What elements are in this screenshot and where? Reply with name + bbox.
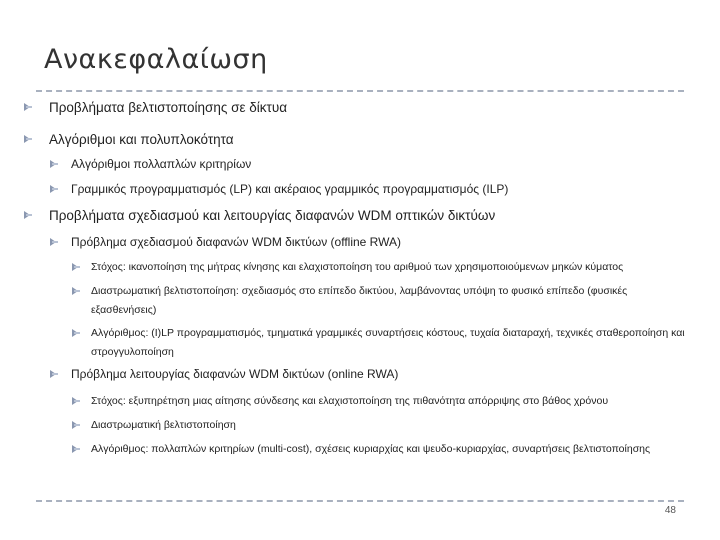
list-item [24,132,234,147]
list-item-text: Διαστρωματική βελτιστοποίηση [91,419,236,431]
list-item [50,182,508,196]
list-item [24,208,495,223]
bullet-icon [72,329,81,339]
list-item [72,324,688,362]
bullet-icon [50,185,59,195]
list-item [72,416,688,435]
slide-title: Ανακεφαλαίωση [44,44,268,75]
list-item [72,258,688,277]
list-item-text: Αλγόριθμος: πολλαπλών κριτηρίων (multi-cost), σχέσεις κυριαρχίας και ψευδο-κυριαρχίας, συναρτήσεις βελτιστοποίησης [91,443,651,455]
list-item-text: Διαστρωματική βελτιστοποίηση: σχεδιασμός στο επίπεδο δικτύου, λαμβάνοντας υπόψη το φυσικό επίπεδο (φυσικές εξασθενήσεις) [91,285,628,316]
list-item [24,100,287,115]
list-item-text: Πρόβλημα σχεδιασμού διαφανών WDM δικτύων (offline RWA) [71,235,401,249]
bullet-icon [72,421,81,431]
list-item [50,235,401,249]
list-item-text: Αλγόριθμοι και πολυπλοκότητα [49,132,234,147]
bottom-divider [36,500,684,502]
bullet-icon [24,103,33,113]
list-item [50,367,398,381]
list-item [50,157,251,171]
list-item-text: Πρόβλημα λειτουργίας διαφανών WDM δικτύων (online RWA) [71,367,399,381]
list-item [72,440,688,459]
bullet-icon [72,445,81,455]
page-number: 48 [664,505,676,516]
bullet-icon [50,160,59,170]
list-item [72,392,688,411]
list-item-text: Προβλήματα σχεδιασμού και λειτουργίας διαφανών WDM οπτικών δικτύων [49,208,496,223]
bullet-icon [24,211,33,221]
bullet-icon [24,135,33,145]
bullet-icon [72,263,81,273]
list-item-text: Αλγόριθμος: (I)LP προγραμματισμός, τμηματικά γραμμικές συναρτήσεις κόστους, τυχαία διαταραχή, τεχνικές σταθεροποίηση και στρογγυλοποίηση [91,327,685,358]
list-item [72,282,688,320]
list-item-text: Προβλήματα βελτιστοποίησης σε δίκτυα [49,100,288,115]
bullet-icon [50,370,59,380]
bullet-icon [72,397,81,407]
list-item-text: Γραμμικός προγραμματισμός (LP) και ακέραιος γραμμικός προγραμματισμός (ILP) [71,182,509,196]
list-item-text: Στόχος: ικανοποίηση της μήτρας κίνησης και ελαχιστοποίηση του αριθμού των χρησιμοποιούμενων μηκών κύματος [91,261,624,273]
list-item-text: Αλγόριθμοι πολλαπλών κριτηρίων [71,157,252,171]
bullet-icon [72,287,81,297]
bullet-icon [50,238,59,248]
list-item-text: Στόχος: εξυπηρέτηση μιας αίτησης σύνδεσης και ελαχιστοποίηση της πιθανότητα απόρριψης στο βάθος χρόνου [91,395,609,407]
